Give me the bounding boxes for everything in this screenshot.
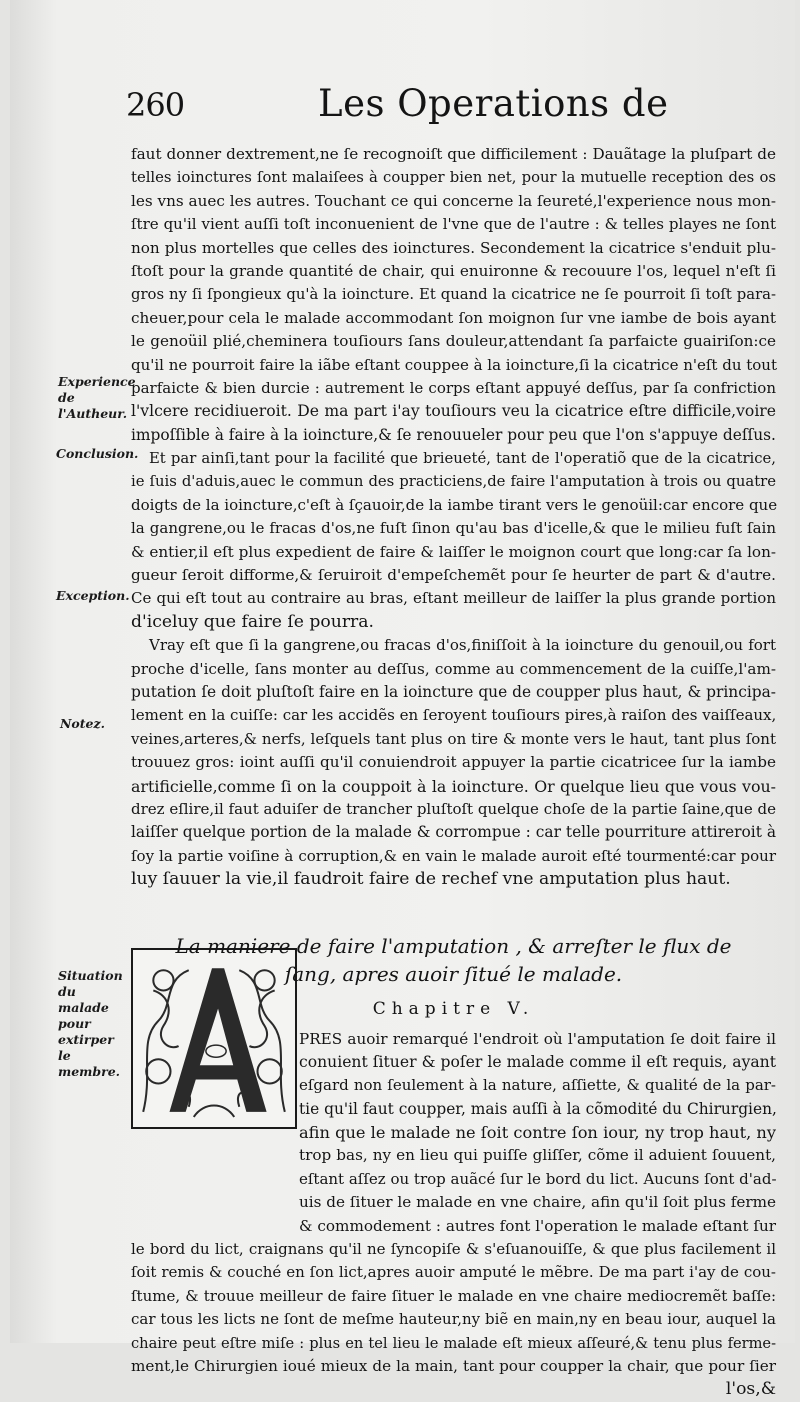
text-line: impoſſible à faire à la ioincture,& ſe renouueler pour peu que l'on s'appuye deſſus. <box>131 425 776 444</box>
text-line: le genoüil plié,cheminera touſiours ſans douleur,attendant ſa parfaicte guairiſon:ce <box>131 332 776 351</box>
margin-note-notez: Notez. <box>60 716 105 731</box>
text-line: eſgard non ſeulement à la nature, aſſiette, & qualité de la par- <box>299 1076 776 1095</box>
book-page <box>10 0 795 1400</box>
chapter-title-line: ſang, apres auoir ſitué le malade. <box>284 961 623 986</box>
text-line: non plus mortelles que celles des ioinctures. Secondement la cicatrice s'enduit plu- <box>131 238 776 257</box>
text-line: eſtant aſſez ou trop auãcé ſur le bord du lict. Aucuns ſont d'ad- <box>299 1169 777 1188</box>
running-title: Les Operations de <box>318 82 669 125</box>
text-line: Vray eſt que ſi la gangrene,ou fracas d'os,finiſſoit à la ioincture du genouil,ou fort <box>149 636 776 655</box>
text-line: ſoit remis & couché en ſon lict,apres auoir amputé le mẽbre. De ma part i'ay de cou- <box>131 1263 776 1282</box>
text-line: parfaicte & bien durcie : autrement le corps eſtant appuyé deſſus, par ſa confriction <box>131 378 776 397</box>
text-line: putation ſe doit pluſtoſt faire en la ioincture que de coupper plus haut, & principa- <box>131 682 776 701</box>
text-line: laiſſer quelque portion de la malade & corrompue : car telle pourriture attireroit à <box>131 823 776 842</box>
text-line: gros ny ſi ſpongieux qu'à la ioincture. Et quand la cicatrice ne ſe pourroit ſi toſt para- <box>131 286 776 304</box>
text-line: Et par ainſi,tant pour la facilité que brieueté, tant de l'operatiõ que de la cicatrice, <box>149 450 776 468</box>
text-line: ſoy la partie voiſine à corruption,& en vain le malade auroit eſté tourmenté:car pour <box>131 846 776 865</box>
page-number: 260 <box>126 86 185 124</box>
text-line: PRES auoir remarqué l'endroit où l'amputation ſe doit faire il <box>299 1029 776 1048</box>
text-line: la gangrene,ou le fracas d'os,ne fuſt ſinon qu'au bas d'icelle,& que le milieu fuſt ſain <box>131 519 776 538</box>
text-line: gueur ſeroit difforme,& ſeruiroit d'empeſchemẽt pour ſe heurter de part & d'autre. <box>131 566 776 585</box>
text-line: trouuez gros: ioint auſſi qu'il conuiendroit appuyer la partie cicatricee ſur la iambe <box>131 753 776 772</box>
text-line: artificielle,comme ſi on la couppoit à la ioincture. Or quelque lieu que vous vou- <box>131 776 776 796</box>
text-line: les vns auec les autres. Touchant ce qui concerne la ſeureté,l'experience nous mon- <box>131 191 776 210</box>
chapter-title-line: La maniere de faire l'amputation , & arreſter le flux de <box>175 933 732 958</box>
text-line: ſtre qu'il vient auſſi toſt inconuenient de l'vne que de l'autre : & telles playes ne ſont <box>131 215 776 234</box>
text-line: uis de ſituer le malade en vne chaire, afin qu'il ſoit plus ferme <box>299 1193 776 1212</box>
text-line: lement en la cuiſſe: car les accidẽs en ſeroyent touſiours pires,à raiſon des vaiſſeaux, <box>131 706 777 725</box>
text-line: car tous les licts ne ſont de meſme hauteur,ny biẽ en main,ny en beau iour, auquel la <box>131 1310 776 1329</box>
chapter-heading: Chapitre V. <box>372 998 535 1019</box>
text-line: l'vlcere recidiueroit. De ma part i'ay touſiours veu la cicatrice eſtre difficile,voire <box>131 402 776 421</box>
page-header <box>122 82 782 132</box>
text-line: luy ſauuer la vie,il faudroit faire de rechef vne amputation plus haut. <box>131 869 731 890</box>
margin-note-exception: Exception. <box>56 588 130 603</box>
text-line: ment,le Chirurgien ioué mieux de la main, tant pour coupper la chair, que pour ſier <box>131 1356 776 1375</box>
text-line: faut donner dextrement,ne ſe recognoiſt que difficilement : Dauãtage la pluſpart de <box>131 145 776 163</box>
text-line: trop bas, ny en lieu qui puiſſe gliſſer, cõme il aduient ſouuent, <box>299 1146 776 1165</box>
text-line: drez eſlire,il faut aduiſer de trancher pluſtoſt quelque choſe de la partie ſaine,que de <box>131 799 776 818</box>
text-line: conuient ſituer & poſer le malade comme il eſt requis, ayant <box>299 1052 776 1071</box>
text-line: telles ioinctures ſont malaiſees à coupper bien net, pour la mutuelle reception des os <box>131 169 776 187</box>
text-line: ie ſuis d'aduis,auec le commun des practiciens,de faire l'amputation à trois ou quatre <box>131 473 776 491</box>
text-line: le bord du lict, craignans qu'il ne ſyncopiſe & s'eſuanouiſſe, & que plus facilement il <box>131 1240 776 1259</box>
body-text <box>131 143 776 1402</box>
text-line: ſtume, & trouue meilleur de faire ſituer le malade en vne chaire mediocremẽt baſſe: <box>131 1286 776 1305</box>
margin-note-situation: Situation du malade pour extirper le membre. <box>58 968 123 1079</box>
text-line: Ce qui eſt tout au contraire au bras, eſtant meilleur de laiſſer la plus grande portion <box>131 589 776 608</box>
margin-note-experience: Experience de l'Autheur. <box>58 374 136 421</box>
text-line: ſtoſt pour la grande quantité de chair, qui enuironne & recouure l'os, lequel n'eſt ſi <box>131 261 776 280</box>
catchword: l'os,& <box>725 1379 776 1400</box>
text-line: chaire peut eſtre miſe : plus en tel lieu le malade eſt mieux aſſeuré,& tenu plus ferme- <box>131 1334 776 1352</box>
text-line: tie qu'il faut coupper, mais auſſi à la cõmodité du Chirurgien, <box>299 1099 777 1118</box>
text-line: & commodement : autres font l'operation le malade eſtant ſur <box>299 1216 776 1235</box>
text-line: & entier,il eſt plus expedient de faire & laiſſer le moignon court que long:car ſa lon- <box>131 542 776 561</box>
text-line: doigts de la ioincture,c'eſt à ſçauoir,de la iambe tirant vers le genoüil:car encore que <box>131 495 778 514</box>
text-line: afin que le malade ne ſoit contre ſon iour, ny trop haut, ny <box>299 1123 776 1143</box>
text-line: proche d'icelle, ſans monter au deſſus, comme au commencement de la cuiſſe,l'am- <box>131 659 776 678</box>
text-line: d'iceluy que faire ſe pourra. <box>131 611 374 632</box>
margin-note-conclusion: Conclusion. <box>56 446 139 461</box>
text-line: cheuer,pour cela le malade accommodant ſon moignon ſur vne iambe de bois ayant <box>131 308 776 327</box>
spacer <box>131 892 776 932</box>
text-line: qu'il ne pourroit faire la iãbe eſtant couppee à la ioincture,ſi la cicatrice n'eſt du tout <box>131 355 777 374</box>
text-line: veines,arteres,& nerfs, leſquels tant plus on tire & monte vers le haut, tant plus ſont <box>131 729 776 748</box>
